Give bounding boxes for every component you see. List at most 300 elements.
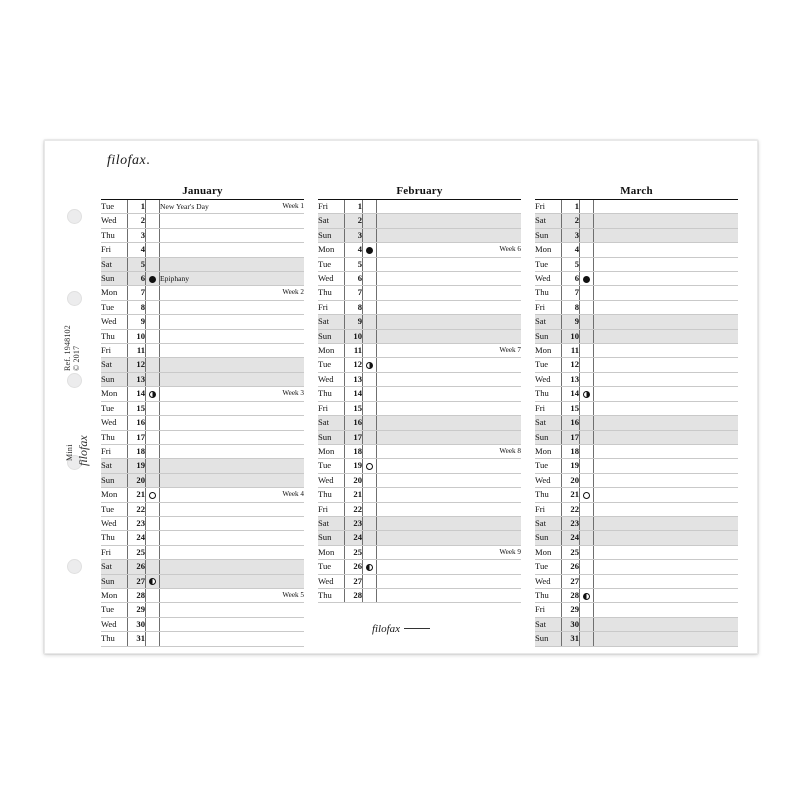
day-row[interactable] [535,473,738,487]
day-number: 27 [345,574,363,588]
moon-phase-first-icon [366,564,373,571]
note-cell[interactable] [160,286,305,300]
note-cell[interactable] [594,488,739,502]
day-row[interactable] [318,473,521,487]
bottom-filofax-logo [45,623,757,635]
day-of-week: Sat [101,358,128,372]
note-cell[interactable] [160,344,305,358]
moon-phase-cell-empty [146,286,160,300]
day-number: 13 [128,372,146,386]
note-cell[interactable] [377,545,522,559]
moon-phase-cell-empty [363,545,377,559]
planner-sheet [44,140,758,654]
week-number-label: Week 1 [282,202,304,210]
day-of-week: Wed [535,574,562,588]
day-row[interactable] [318,574,521,588]
day-of-week: Sun [318,531,345,545]
note-cell[interactable] [594,588,739,602]
month-title: March [535,185,738,200]
day-number: 31 [562,632,580,646]
day-row[interactable] [101,214,304,228]
day-number: 22 [562,502,580,516]
note-cell[interactable] [160,416,305,430]
note-cell[interactable] [594,401,739,415]
day-row[interactable] [101,574,304,588]
day-of-week: Sun [101,473,128,487]
note-cell[interactable] [377,228,522,242]
note-cell[interactable] [594,272,739,286]
day-row[interactable] [318,228,521,242]
day-number: 30 [562,617,580,631]
day-number: 3 [128,228,146,242]
day-row[interactable] [101,416,304,430]
note-cell[interactable] [377,416,522,430]
note-cell[interactable] [594,473,739,487]
day-number: 28 [128,588,146,602]
day-of-week: Thu [535,588,562,602]
day-of-week: Wed [101,214,128,228]
day-row[interactable] [101,200,304,214]
note-cell[interactable] [594,560,739,574]
day-row[interactable] [535,416,738,430]
day-row[interactable] [318,588,521,602]
day-row[interactable] [535,516,738,530]
day-row[interactable] [535,286,738,300]
day-number: 16 [128,416,146,430]
day-row[interactable] [101,300,304,314]
copyright-text: © 2017 [72,345,81,371]
day-of-week: Tue [318,560,345,574]
day-row[interactable] [535,502,738,516]
day-row[interactable] [101,488,304,502]
note-cell[interactable] [594,516,739,530]
day-of-week: Tue [318,459,345,473]
moon-phase-cell-empty [580,531,594,545]
day-of-week: Sun [101,272,128,286]
note-cell[interactable] [377,488,522,502]
day-row[interactable] [318,372,521,386]
day-row[interactable] [101,430,304,444]
note-cell[interactable] [160,214,305,228]
punch-hole [67,209,82,224]
day-of-week: Fri [318,401,345,415]
day-of-week: Wed [318,272,345,286]
day-number: 18 [345,444,363,458]
note-cell[interactable] [160,588,305,602]
day-of-week: Sat [318,214,345,228]
day-number: 7 [562,286,580,300]
note-cell[interactable] [594,300,739,314]
day-of-week: Mon [101,588,128,602]
day-row[interactable] [101,502,304,516]
month-columns [101,185,739,647]
day-row[interactable] [318,401,521,415]
moon-phase-cell-empty [146,315,160,329]
day-row[interactable] [318,459,521,473]
moon-phase-full-icon [366,463,373,470]
day-row[interactable] [535,603,738,617]
day-row[interactable] [535,531,738,545]
day-row[interactable] [535,588,738,602]
note-cell[interactable] [377,329,522,343]
moon-phase-cell [363,358,377,372]
moon-phase-new-icon [366,247,373,254]
day-row[interactable] [535,272,738,286]
day-row[interactable] [101,459,304,473]
day-row[interactable] [318,516,521,530]
moon-phase-cell-empty [146,228,160,242]
month-title: February [318,185,521,200]
day-row[interactable] [535,228,738,242]
day-row[interactable] [318,560,521,574]
note-cell[interactable] [160,200,305,214]
day-of-week: Wed [318,372,345,386]
moon-phase-cell-empty [580,358,594,372]
moon-phase-cell [363,243,377,257]
moon-phase-cell [580,387,594,401]
note-cell[interactable] [377,459,522,473]
note-cell[interactable] [377,272,522,286]
day-row[interactable] [101,545,304,559]
logo-rule [404,628,430,629]
day-row[interactable] [318,257,521,271]
day-of-week: Mon [318,444,345,458]
day-number: 25 [128,545,146,559]
day-number: 2 [345,214,363,228]
day-row[interactable] [318,444,521,458]
note-cell[interactable] [594,444,739,458]
moon-phase-cell-empty [146,200,160,214]
moon-phase-cell [146,387,160,401]
note-cell[interactable] [594,228,739,242]
moon-phase-full-icon [149,492,156,499]
day-of-week: Thu [535,488,562,502]
moon-phase-cell-empty [363,300,377,314]
day-row[interactable] [101,444,304,458]
moon-phase-cell-empty [363,329,377,343]
moon-phase-last-icon [149,391,156,398]
note-cell[interactable] [377,387,522,401]
day-row[interactable] [101,243,304,257]
day-of-week: Fri [535,200,562,214]
day-of-week: Sat [535,315,562,329]
note-cell[interactable] [377,401,522,415]
note-cell[interactable] [594,243,739,257]
day-row[interactable] [101,560,304,574]
day-number: 23 [128,516,146,530]
note-cell[interactable] [377,214,522,228]
note-cell[interactable] [160,459,305,473]
note-cell[interactable] [594,459,739,473]
day-row[interactable] [101,516,304,530]
day-row[interactable] [535,214,738,228]
note-cell[interactable] [160,300,305,314]
note-cell[interactable] [594,603,739,617]
day-row[interactable] [535,300,738,314]
note-cell[interactable] [377,473,522,487]
day-row[interactable] [318,329,521,343]
moon-phase-cell-empty [580,372,594,386]
note-cell[interactable] [160,329,305,343]
moon-phase-cell-empty [580,401,594,415]
moon-phase-cell-empty [363,488,377,502]
day-row[interactable] [101,588,304,602]
note-cell[interactable] [160,545,305,559]
day-of-week: Fri [535,502,562,516]
note-cell[interactable] [160,358,305,372]
moon-phase-cell-empty [580,243,594,257]
day-row[interactable] [318,416,521,430]
day-row[interactable] [535,387,738,401]
note-cell[interactable] [377,516,522,530]
day-row[interactable] [535,358,738,372]
note-cell[interactable] [160,243,305,257]
note-cell[interactable] [594,286,739,300]
note-cell[interactable] [160,502,305,516]
moon-phase-cell-empty [580,228,594,242]
day-of-week: Sun [535,632,562,646]
day-row[interactable] [101,603,304,617]
note-inner [160,286,304,299]
day-of-week: Mon [535,444,562,458]
day-of-week: Sat [535,214,562,228]
moon-phase-cell-empty [363,214,377,228]
moon-phase-cell-empty [146,300,160,314]
day-row[interactable] [101,372,304,386]
day-row[interactable] [535,430,738,444]
day-row[interactable] [318,344,521,358]
moon-phase-cell-empty [580,444,594,458]
note-cell[interactable] [160,516,305,530]
note-cell[interactable] [377,286,522,300]
note-cell[interactable] [377,502,522,516]
note-cell[interactable] [377,588,522,602]
day-of-week: Tue [535,358,562,372]
day-of-week: Sat [318,516,345,530]
day-row[interactable] [318,300,521,314]
note-cell[interactable] [377,243,522,257]
moon-phase-cell [146,574,160,588]
day-row[interactable] [101,473,304,487]
note-cell[interactable] [594,372,739,386]
day-row[interactable] [318,286,521,300]
note-cell[interactable] [160,228,305,242]
day-of-week: Tue [318,257,345,271]
moon-phase-cell [580,488,594,502]
note-cell[interactable] [594,315,739,329]
note-cell[interactable] [594,387,739,401]
note-cell[interactable] [377,560,522,574]
note-cell[interactable] [594,214,739,228]
day-of-week: Thu [101,632,128,646]
day-of-week: Tue [535,560,562,574]
note-cell[interactable] [377,372,522,386]
day-row[interactable] [318,214,521,228]
note-cell[interactable] [160,603,305,617]
moon-phase-cell-empty [580,286,594,300]
day-row[interactable] [318,358,521,372]
moon-phase-last-icon [366,362,373,369]
day-row[interactable] [535,329,738,343]
moon-phase-cell-empty [580,257,594,271]
note-cell[interactable] [160,444,305,458]
note-cell[interactable] [377,531,522,545]
day-row[interactable] [535,574,738,588]
day-of-week: Sat [101,459,128,473]
moon-phase-cell-empty [363,372,377,386]
note-cell[interactable] [160,387,305,401]
note-cell[interactable] [377,200,522,214]
note-cell[interactable] [377,300,522,314]
day-row[interactable] [535,243,738,257]
day-row[interactable] [535,459,738,473]
day-number: 29 [128,603,146,617]
note-cell[interactable] [160,560,305,574]
month-column [535,185,738,647]
day-row[interactable] [535,545,738,559]
day-row[interactable] [535,315,738,329]
moon-phase-cell-empty [146,372,160,386]
day-of-week: Fri [101,243,128,257]
day-row[interactable] [318,430,521,444]
moon-phase-cell-empty [363,588,377,602]
note-cell[interactable] [160,257,305,271]
day-number: 1 [562,200,580,214]
day-row[interactable] [318,545,521,559]
moon-phase-cell-empty [146,603,160,617]
day-number: 27 [128,574,146,588]
note-inner [377,546,521,559]
day-row[interactable] [318,387,521,401]
day-number: 17 [345,430,363,444]
day-number: 8 [128,300,146,314]
day-number: 7 [128,286,146,300]
month-day-table [535,200,738,647]
day-row[interactable] [535,444,738,458]
month-day-table [318,200,521,603]
day-row[interactable] [535,488,738,502]
day-of-week: Sun [535,531,562,545]
note-cell[interactable] [594,344,739,358]
day-number: 21 [128,488,146,502]
day-row[interactable] [101,387,304,401]
note-cell[interactable] [160,372,305,386]
note-cell[interactable] [160,272,305,286]
note-cell[interactable] [377,344,522,358]
day-of-week: Tue [318,358,345,372]
day-row[interactable] [318,200,521,214]
day-row[interactable] [318,488,521,502]
note-cell[interactable] [594,416,739,430]
day-of-week: Mon [535,243,562,257]
day-row[interactable] [101,315,304,329]
day-number: 26 [562,560,580,574]
day-row[interactable] [101,257,304,271]
moon-phase-cell-empty [146,459,160,473]
note-cell[interactable] [377,257,522,271]
moon-phase-first-icon [149,578,156,585]
day-row[interactable] [101,531,304,545]
day-number: 26 [345,560,363,574]
moon-phase-cell-empty [580,603,594,617]
day-of-week: Sat [535,617,562,631]
day-number: 28 [562,588,580,602]
moon-phase-full-icon [583,492,590,499]
day-row[interactable] [101,286,304,300]
moon-phase-cell-empty [580,574,594,588]
note-cell[interactable] [160,488,305,502]
note-cell[interactable] [160,315,305,329]
day-row[interactable] [535,200,738,214]
day-row[interactable] [535,560,738,574]
note-cell[interactable] [377,574,522,588]
day-number: 10 [128,329,146,343]
day-of-week: Sun [101,574,128,588]
note-cell[interactable] [594,257,739,271]
month-day-table [101,200,304,647]
day-number: 15 [562,401,580,415]
day-row[interactable] [535,257,738,271]
day-row[interactable] [101,272,304,286]
day-row[interactable] [535,344,738,358]
day-row[interactable] [101,358,304,372]
note-cell[interactable] [377,444,522,458]
moon-phase-cell-empty [580,516,594,530]
note-cell[interactable] [594,430,739,444]
day-row[interactable] [101,401,304,415]
day-row[interactable] [101,344,304,358]
day-row[interactable] [318,531,521,545]
day-of-week: Wed [101,315,128,329]
day-row[interactable] [101,329,304,343]
note-cell[interactable] [160,473,305,487]
day-of-week: Tue [535,257,562,271]
day-row[interactable] [535,372,738,386]
moon-phase-cell-empty [146,344,160,358]
day-row[interactable] [318,502,521,516]
moon-phase-cell-empty [363,473,377,487]
day-number: 25 [562,545,580,559]
note-inner [160,387,304,400]
note-cell[interactable] [594,574,739,588]
note-cell[interactable] [377,315,522,329]
note-cell[interactable] [594,329,739,343]
moon-phase-cell [363,560,377,574]
note-cell[interactable] [594,200,739,214]
note-cell[interactable] [160,401,305,415]
note-cell[interactable] [160,430,305,444]
day-row[interactable] [101,228,304,242]
note-cell[interactable] [377,430,522,444]
day-number: 18 [562,444,580,458]
day-row[interactable] [318,272,521,286]
moon-phase-cell-empty [363,401,377,415]
note-cell[interactable] [160,574,305,588]
day-row[interactable] [318,243,521,257]
note-cell[interactable] [594,545,739,559]
note-cell[interactable] [594,358,739,372]
day-row[interactable] [318,315,521,329]
moon-phase-cell [580,588,594,602]
moon-phase-cell-empty [363,200,377,214]
note-cell[interactable] [594,531,739,545]
day-number: 12 [345,358,363,372]
day-row[interactable] [535,401,738,415]
note-cell[interactable] [377,358,522,372]
note-cell[interactable] [594,502,739,516]
note-cell[interactable] [160,531,305,545]
moon-phase-cell-empty [580,315,594,329]
